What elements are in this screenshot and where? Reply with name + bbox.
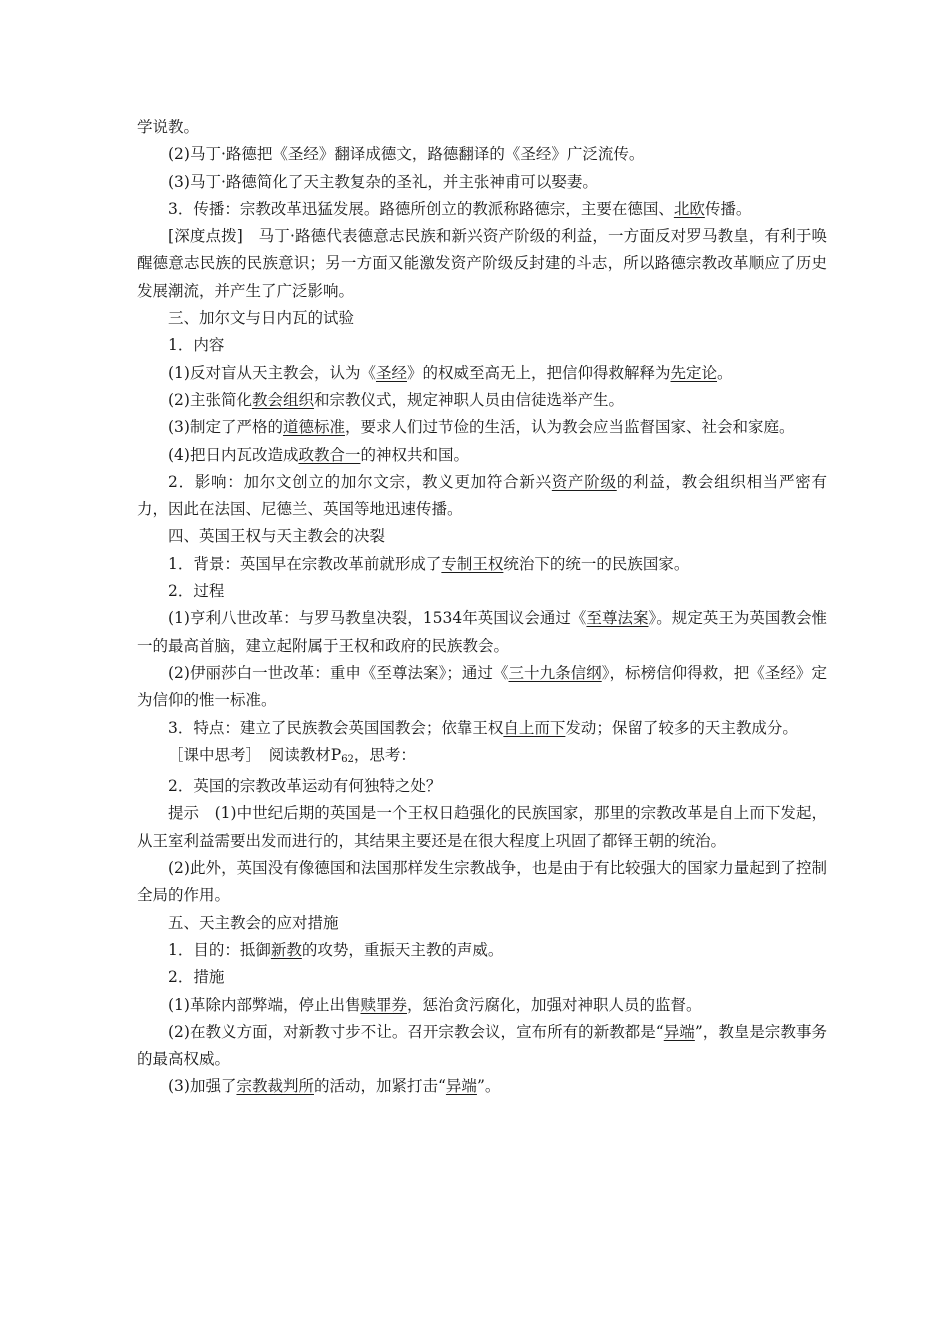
paragraph	[137, 360, 827, 387]
paragraph	[137, 551, 827, 578]
paragraph-text: ，惩治贪污腐化，加强对神职人员的监督。	[406, 995, 702, 1014]
paragraph-text: 》。规定英王为英国教会惟一的最高首脑，建立起附属于王权和政府的民族教会。	[137, 609, 827, 655]
paragraph	[137, 387, 827, 414]
paragraph-text: [深度点拨] 马丁·路德代表德意志民族和新兴资产阶级的利益，一方面反对罗马教皇，有利于唤醒德意志民族的民族意识；另一方面又能激发资产阶级反封建的斗志，所以路德宗教改革顺应了历史发展潮流，并产生了广泛影响。	[137, 227, 827, 300]
paragraph	[137, 660, 827, 715]
underlined-keyword: 赎罪券	[360, 995, 407, 1014]
paragraph	[137, 1019, 827, 1074]
underlined-keyword: 资产阶级	[551, 472, 617, 491]
paragraph	[137, 910, 827, 937]
paragraph-text: ”，教皇是宗教事务的最高权威。	[137, 1022, 827, 1069]
paragraph-text: (3)加强了	[168, 1077, 237, 1096]
document-body	[137, 114, 827, 1101]
paragraph-text: (2)此外，英国没有像德国和法国那样发生宗教战争，也是由于有比较强大的国家力量起到了控制全局的作用。	[137, 859, 827, 905]
underlined-keyword: 先定论	[670, 363, 718, 382]
paragraph	[137, 742, 827, 773]
paragraph	[137, 605, 827, 660]
paragraph-text: (1)反对盲从天主教会，认为《	[168, 363, 376, 382]
underlined-keyword: 圣经	[375, 363, 407, 382]
underlined-keyword: 专制王权	[441, 554, 504, 573]
underlined-keyword: 自上而下	[503, 718, 566, 737]
paragraph-text: 的活动，加紧打击“	[313, 1077, 446, 1096]
paragraph-text: ［课中思考］ 阅读教材P	[168, 745, 342, 764]
paragraph-text: 1．内容	[168, 336, 225, 355]
underlined-keyword: 宗教裁判所	[236, 1077, 314, 1096]
paragraph-text: (2)马丁·路德把《圣经》翻译成德文，路德翻译的《圣经》广泛流传。	[168, 145, 645, 164]
paragraph-text: 传播。	[704, 199, 752, 218]
paragraph-text: 2．英国的宗教改革运动有何独特之处？	[168, 777, 442, 796]
paragraph-text: 统治下的统一的民族国家。	[503, 554, 690, 573]
paragraph	[137, 442, 827, 469]
paragraph	[137, 169, 827, 196]
paragraph	[137, 414, 827, 441]
paragraph-text: 2．过程	[168, 582, 225, 601]
underlined-keyword: 新教	[270, 940, 302, 959]
paragraph	[137, 855, 827, 910]
paragraph	[137, 1073, 827, 1100]
underlined-keyword: 异端	[663, 1022, 695, 1041]
paragraph-text: (2)伊丽莎白一世改革：重申《至尊法案》；通过《	[168, 663, 509, 682]
paragraph-text: 3．传播：宗教改革迅猛发展。路德所创立的教派称路德宗，主要在德国、	[168, 199, 674, 218]
paragraph	[137, 141, 827, 168]
paragraph-text: 2．影响：加尔文创立的加尔文宗，教义更加符合新兴	[168, 472, 552, 491]
paragraph-text: ，思考：	[353, 745, 416, 764]
paragraph	[137, 196, 827, 223]
paragraph-text: 》，标榜信仰得救，把《圣经》定为信仰的惟一标准。	[137, 663, 827, 710]
paragraph-text: 1．目的：抵御	[168, 940, 271, 959]
paragraph-text: 的利益，教会组织相当严密有力，因此在法国、尼德兰、英国等地迅速传播。	[137, 472, 827, 519]
paragraph-text: 发动；保留了较多的天主教成分。	[565, 718, 798, 737]
paragraph-text: 》的权威至高无上，把信仰得救解释为	[406, 363, 671, 382]
paragraph	[137, 223, 827, 305]
paragraph	[137, 800, 827, 855]
paragraph-text: 的攻势，重振天主教的声威。	[301, 940, 504, 959]
paragraph	[137, 332, 827, 359]
paragraph-text: ”。	[476, 1077, 501, 1096]
paragraph-text: 1．背景：英国早在宗教改革前就形成了	[168, 554, 442, 573]
underlined-keyword: 道德标准	[282, 418, 345, 437]
paragraph-text: 三、加尔文与日内瓦的试验	[168, 309, 355, 328]
paragraph-text: 2．措施	[168, 968, 225, 987]
paragraph	[137, 305, 827, 332]
underlined-keyword: 政教合一	[298, 445, 361, 464]
paragraph	[137, 578, 827, 605]
paragraph-text: (1)亨利八世改革：与罗马教皇决裂，1534年英国议会通过《	[168, 609, 587, 628]
paragraph-text: 和宗教仪式，规定神职人员由信徒选举产生。	[313, 390, 624, 409]
paragraph	[137, 964, 827, 991]
paragraph-text: (4)把日内瓦改造成	[168, 445, 299, 464]
underlined-keyword: 至尊法案	[586, 609, 649, 628]
paragraph	[137, 715, 827, 742]
paragraph	[137, 469, 827, 524]
paragraph-text: (1)革除内部弊端，停止出售	[168, 995, 361, 1014]
paragraph-text: 五、天主教会的应对措施	[168, 913, 339, 932]
paragraph-text: (3)制定了严格的	[168, 418, 283, 437]
paragraph-text: ，要求人们过节俭的生活，认为教会应当监督国家、社会和家庭。	[344, 418, 795, 437]
paragraph	[137, 114, 827, 141]
paragraph-text: 3．特点：建立了民族教会英国国教会；依靠王权	[168, 718, 504, 737]
underlined-keyword: 三十九条信纲	[508, 663, 602, 682]
paragraph-text: 的神权共和国。	[360, 445, 469, 464]
paragraph	[137, 992, 827, 1019]
subscript-text: 62	[341, 753, 354, 765]
paragraph	[137, 523, 827, 550]
underlined-keyword: 北欧	[673, 199, 705, 218]
paragraph-text: 。	[717, 363, 733, 382]
underlined-keyword: 教会组织	[251, 390, 314, 409]
paragraph-text: (2)主张简化	[168, 390, 252, 409]
paragraph	[137, 937, 827, 964]
paragraph-text: (2)在教义方面，对新教寸步不让。召开宗教会议，宣布所有的新教都是“	[168, 1022, 664, 1041]
paragraph-text: 四、英国王权与天主教会的决裂	[168, 527, 386, 546]
underlined-keyword: 异端	[445, 1077, 477, 1096]
paragraph-text: 学说教。	[137, 118, 200, 136]
paragraph	[137, 773, 827, 800]
paragraph-text: (3)马丁·路德简化了天主教复杂的圣礼，并主张神甫可以娶妻。	[168, 172, 598, 191]
paragraph-text: 提示 (1)中世纪后期的英国是一个王权日趋强化的民族国家，那里的宗教改革是自上而下发起，从王室利益需要出发而进行的，其结果主要还是在很大程度上巩固了都铎王朝的统治。	[137, 804, 827, 850]
